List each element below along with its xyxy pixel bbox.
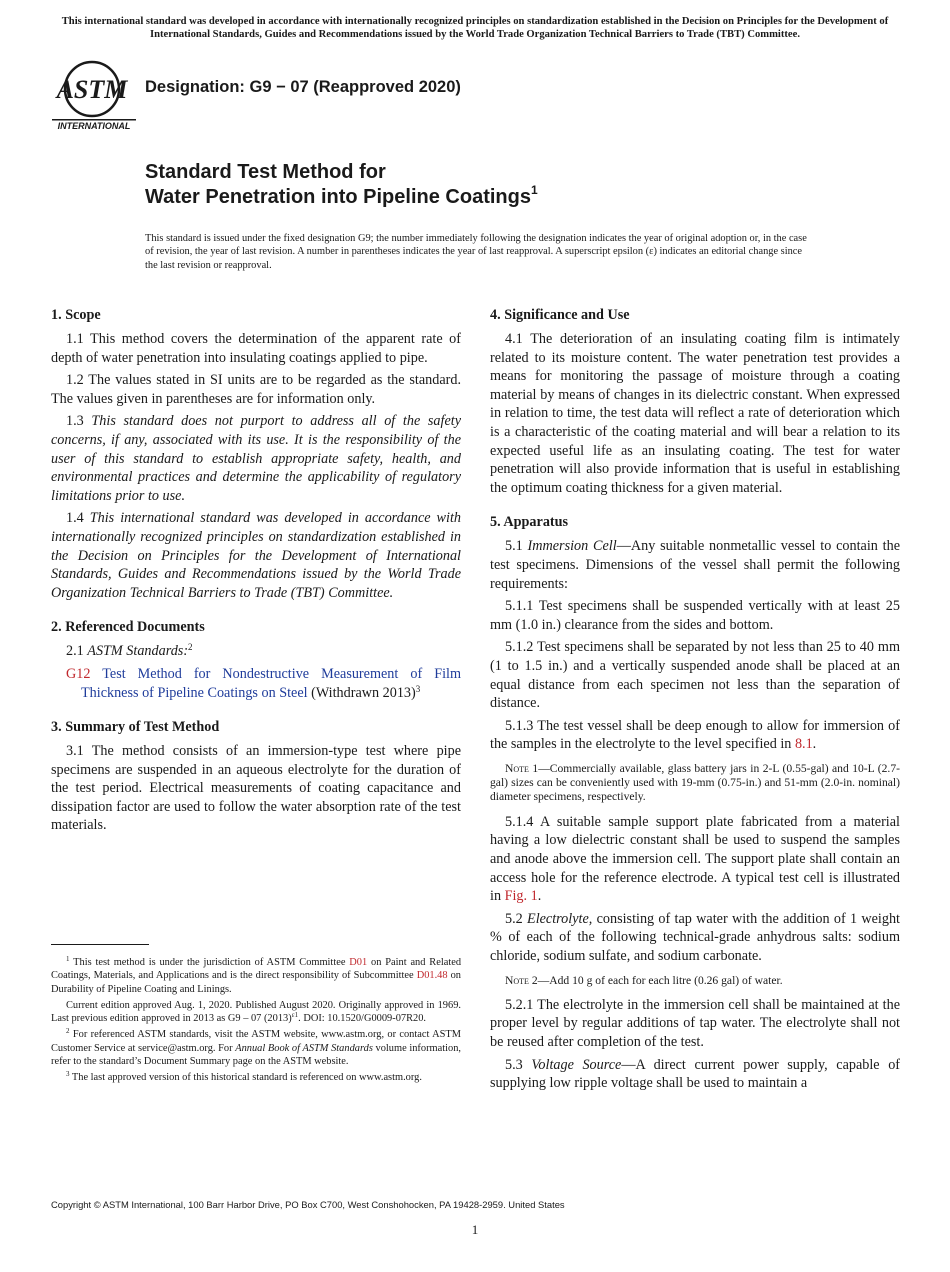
note-2-text: —Add 10 g of each for each litre (0.26 gal) of water. [537,973,783,987]
title-line-2-text: Water Penetration into Pipeline Coatings [145,186,531,208]
para-1-3-text: This standard does not purport to address all of the safety concerns, if any, associated with its use. It is the responsibility of the user of this standard to establish appropriate safety, health, and environmental practices and determine the applicability of regulatory limitations prior to use. [51,413,461,504]
section-2-heading: 2. Referenced Documents [51,619,205,636]
para-2-1-text: ASTM Standards: [87,643,189,660]
footnote-1-edition-a: Current edition approved Aug. 1, 2020. Published August 2020. Originally approved in 1969. Last previous edition approved in 2013 as G9 – 07 (2013) [51,999,461,1025]
footnote-1-mark: 1 [66,955,70,963]
link-d01-48[interactable]: D01.48 [416,970,448,982]
footnote-3-text: The last approved version of this historical standard is referenced on www.astm.org. [71,1072,422,1084]
footnote-2-text-a: For referenced ASTM standards, visit the ASTM website, www.astm.org, or contact ASTM Customer Service at service@astm.org. For [51,1029,461,1054]
footnote-2-text-b: volume information, refer to the standard’s Document Summary page on the ASTM website. [51,1042,461,1068]
para-2-1 [51,642,461,661]
para-5-1-2: 5.1.2 Test specimens shall be separated by not less than 25 to 40 mm (1 to 1.5 in.) and a vertically suspended anode shall be placed at an equal distance from each specimen not less than the separation of distance. [490,639,900,712]
ref-status: (Withdrawn 2013) [311,684,416,701]
footnote-1 [51,956,461,996]
title-footnote-ref[interactable]: 1 [530,183,538,197]
title-line-2 [145,185,845,210]
para-1-3 [51,412,461,505]
footnote-1-text-c: on Durability of Pipeline Coating and Linings. [51,970,461,995]
top-notice: This international standard was developed in accordance with internationally recognized principles on standardization established in the Decision on Principles for the Development of International Standards, Guides and Recommendations issued by the World Trade Organization Technical Barriers to Trade (TBT) Committee. [61,16,889,40]
para-5-1-3-end: . [812,736,817,753]
para-1-4-text: This international standard was developed in accordance with internationally recognized principles on standardization established in the Decision on Principles for the Development of International Standards, Guides and Recommendations issued by the World Trade Organization Technical Barriers to Trade (TBT) Committee. [51,510,461,601]
section-3-heading: 3. Summary of Test Method [51,719,220,736]
left-column [51,306,461,839]
ref-code-link[interactable]: G12 [66,665,91,682]
para-5-1-text: —Any suitable nonmetallic vessel to contain the test specimens. Dimensions of the vessel shall permit the following requirements: [490,538,901,592]
para-1-1: 1.1 This method covers the determination of the apparent rate of depth of water penetration into insulating coatings applied to pipe. [51,331,461,366]
para-5-1-4 [490,813,900,906]
para-5-1-term: Immersion Cell [527,538,617,555]
para-3-1: 3.1 The method consists of an immersion-type test where pipe specimens are suspended in an aqueous electrolyte for the duration of the test period. Electrical measurements of coating capacitance and dissipation factor are used to follow the water absorption rate of the test materials. [51,743,461,834]
note-1-label: Note 1 [505,761,539,775]
logo-text: ASTM [56,75,128,104]
section-5-heading: 5. Apparatus [490,514,569,531]
para-5-1-3-text: 5.1.3 The test vessel shall be deep enough to allow for immersion of the samples in the electrolyte to the level specified in [490,717,900,753]
para-5-3 [490,1056,900,1093]
copyright: Copyright © ASTM International, 100 Barr Harbor Drive, PO Box C700, West Conshohocken, PA 19428-2959. United States [51,1199,565,1210]
para-5-2-num: 5.2 [505,910,523,927]
para-5-1-3 [490,717,900,754]
footnote-2 [51,1028,461,1068]
astm-logo-icon [52,56,136,132]
footnote-1-text-a: This test method is under the jurisdiction of ASTM Committee [73,957,346,968]
para-5-1-4-text: 5.1.4 A suitable sample support plate fabricated from a material having a low dielectric constant shall be used to suspend the samples and anode above the immersion cell. The support plate shall contain an access hole for the reference electrode. A typical test cell is illustrated in [490,813,900,905]
page-title [145,160,845,210]
note-2 [490,974,900,988]
note-1 [490,762,900,805]
para-5-2-1: 5.2.1 The electrolyte in the immersion cell shall be maintained at the proper level by regular additions of tap water. The electrolyte shall not be reused after completion of the test. [490,996,900,1050]
link-d01[interactable]: D01 [349,957,368,968]
footnote-ref-3[interactable]: 3 [415,683,421,694]
note-2-label: Note 2 [505,973,538,987]
page-number: 1 [471,1222,479,1237]
footnote-1-edition [51,999,461,1026]
para-1-2: 1.2 The values stated in SI units are to be regarded as the standard. The values given in parentheses are for information only. [51,372,461,407]
footnote-3 [51,1071,461,1084]
link-8-1[interactable]: 8.1 [794,736,813,753]
note-1-text: —Commercially available, glass battery jars in 2-L (0.55-gal) and 10-L (2.7-gal) sizes can be conveniently used with 19-mm (0.75-in.) and 51-mm (2.0-in. nominal) diameter specimens, respectively. [490,761,900,804]
para-5-3-term: Voltage Source [531,1056,622,1073]
para-5-2-term: Electrolyte, [527,910,593,927]
title-line-1: Standard Test Method for [145,161,386,183]
footnote-ref-2[interactable]: 2 [188,642,193,653]
logo-subtext: INTERNATIONAL [57,121,131,131]
footnote-1-text-b: on Paint and Related Coatings, Materials, and Applications and is the direct responsibility of Subcommittee [51,957,462,982]
footnote-2-mark: 2 [66,1027,70,1036]
reference-g12 [51,665,461,702]
footnote-1-edition-b: . DOI: 10.1520/G0009-07R20. [298,1013,426,1025]
footnote-divider [51,944,149,945]
para-5-3-num: 5.3 [505,1056,523,1073]
right-column [490,306,900,1097]
footnote-3-mark: 3 [66,1070,70,1079]
para-5-2 [490,910,900,966]
para-5-1-num: 5.1 [505,538,523,555]
para-5-2-text: consisting of tap water with the addition of 1 weight % of each of the following technical-grade anhydrous salts: sodium chloride, sodium sulfate, and sodium carbonate. [490,910,901,964]
designation: Designation: G9 − 07 (Reapproved 2020) [145,78,461,96]
section-1-heading: 1. Scope [51,307,101,323]
issued-note: This standard is issued under the fixed designation G9; the number immediately following the designation indicates the year of original adoption or, in the case of revision, the year of last revision. A number in parentheses indicates the year of last reapproval. A superscript epsilon (ε) indicates an editorial change since the last revision or reapproval. [145,233,807,271]
para-5-1 [490,537,900,593]
para-5-3-text: —A direct current power supply, capable of supplying low ripple voltage shall be used to maintain a [490,1056,901,1092]
footnote-2-italic: Annual Book of ASTM Standards [235,1042,373,1054]
para-1-4-num: 1.4 [66,510,84,527]
para-4-1: 4.1 The deterioration of an insulating coating film is intimately related to its moisture content. The water penetration test provides a means for monitoring the passage of moisture through a coating material by means of changes in its dielectric constant. When expressed in relation to time, the test data will reflect a rate of deterioration which is a characteristic of the coating material and will bear a relation to its expected useful life as an insulating coating. The test for water penetration will also provide information that is useful in establishing the optimum coating thickness for a given material. [490,331,900,496]
para-1-4 [51,509,461,602]
ref-title-link[interactable]: Test Method for Nondestructive Measurement of Film Thickness of Pipeline Coatings on Steel [81,665,461,701]
footnotes [51,956,461,1088]
footnote-1-edition-sup: ε1 [291,1011,299,1020]
para-2-1-num: 2.1 [66,643,84,660]
link-fig-1[interactable]: Fig. 1 [504,888,538,905]
para-5-1-4-end: . [537,888,542,905]
section-4-heading: 4. Significance and Use [490,307,630,323]
para-1-3-num: 1.3 [66,413,84,430]
para-5-1-1: 5.1.1 Test specimens shall be suspended vertically with at least 25 mm (1.0 in.) clearance from the sides and bottom. [490,598,900,633]
